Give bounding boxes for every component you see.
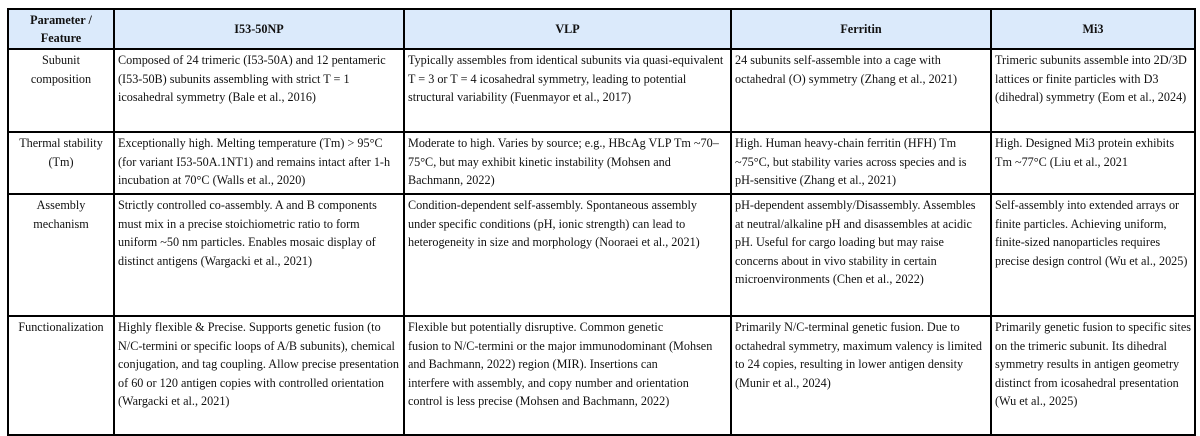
cell-mi3: Self-assembly into extended arrays or finite particles. Achieving uniform, finite-sized nanoparticles requires precise design control (Wu et al., 2025)	[991, 194, 1195, 316]
cell-i53-50np: Highly flexible & Precise. Supports genetic fusion (to N/C-termini or specific loops of A/B subunits), chemical conjugation, and tag coupling. Allow precise presentation of 60 or 120 antigen copies with controlled orientation (Wargacki et al., 2021)	[114, 316, 404, 435]
cell-line: fusion to N/C-termini or the major immunodominant (Mohsen	[408, 338, 713, 353]
header-ferritin: Ferritin	[731, 9, 991, 49]
cell-i53-50np: Composed of 24 trimeric (I53-50A) and 12 pentameric (I53-50B) subunits assembling with strict T = 1 icosahedral symmetry (Bale et al., 2016)	[114, 49, 404, 132]
cell-line: control is less precise (Mohsen and Bachmann, 2022)	[408, 394, 670, 408]
cell-ferritin: 24 subunits self-assemble into a cage with octahedral (O) symmetry (Zhang et al., 2021)	[731, 49, 991, 132]
comparison-table	[7, 8, 1196, 436]
header-row	[8, 9, 1195, 49]
row-label: Thermal stability (Tm)	[8, 132, 114, 194]
header-mi3: Mi3	[991, 9, 1195, 49]
table-row	[8, 49, 1195, 132]
cell-vlp	[404, 316, 731, 435]
cell-line: and Bachmann, 2022) region (MIR). Insertions can	[408, 357, 658, 371]
cell-ferritin: High. Human heavy-chain ferritin (HFH) Tm ~75°C, but stability varies across species and is pH-sensitive (Zhang et al., 2021)	[731, 132, 991, 194]
cell-vlp: Typically assembles from identical subunits via quasi-equivalent T = 3 or T = 4 icosahedral symmetry, leading to potential structural variability (Fuenmayor et al., 2017)	[404, 49, 731, 132]
header-vlp: VLP	[404, 9, 731, 49]
cell-mi3: Primarily genetic fusion to specific sites on the trimeric subunit. Its dihedral symmetry results in antigen geometry distinct from icosahedral presentation (Wu et al., 2025)	[991, 316, 1195, 435]
table-row	[8, 316, 1195, 435]
cell-ferritin: Primarily N/C-terminal genetic fusion. Due to octahedral symmetry, maximum valency is limited to 24 copies, resulting in lower antigen density (Munir et al., 2024)	[731, 316, 991, 435]
row-label: Assembly mechanism	[8, 194, 114, 316]
table-row	[8, 132, 1195, 194]
cell-vlp: Condition-dependent self-assembly. Spontaneous assembly under specific conditions (pH, ionic strength) can lead to heterogeneity in size and morphology (Nooraei et al., 2021)	[404, 194, 731, 316]
cell-line: interfere with assembly, and copy number and orientation	[408, 375, 689, 390]
row-label: Functionalization	[8, 316, 114, 435]
header-parameter: Parameter / Feature	[8, 9, 114, 49]
cell-line: Flexible but potentially disruptive. Common genetic	[408, 320, 664, 334]
cell-i53-50np: Strictly controlled co-assembly. A and B components must mix in a precise stoichiometric ratio to form uniform ~50 nm particles. Enables mosaic display of distinct antigens (Wargacki et al., 2021)	[114, 194, 404, 316]
cell-mi3: Trimeric subunits assemble into 2D/3D lattices or finite particles with D3 (dihedral) symmetry (Eom et al., 2024)	[991, 49, 1195, 132]
table-row	[8, 194, 1195, 316]
row-label: Subunit composition	[8, 49, 114, 132]
cell-vlp: Moderate to high. Varies by source; e.g., HBcAg VLP Tm ~70–75°C, but may exhibit kinetic instability (Mohsen and Bachmann, 2022)	[404, 132, 731, 194]
header-i53-50np: I53-50NP	[114, 9, 404, 49]
cell-ferritin: pH-dependent assembly/Disassembly. Assembles at neutral/alkaline pH and disassembles at acidic pH. Useful for cargo loading but may raise concerns about in vivo stability in certain microenvironments (Chen et al., 2022)	[731, 194, 991, 316]
cell-mi3: High. Designed Mi3 protein exhibits Tm ~77°C (Liu et al., 2021	[991, 132, 1195, 194]
cell-i53-50np: Exceptionally high. Melting temperature (Tm) > 95°C (for variant I53-50A.1NT1) and remains intact after 1-h incubation at 70°C (Walls et al., 2020)	[114, 132, 404, 194]
